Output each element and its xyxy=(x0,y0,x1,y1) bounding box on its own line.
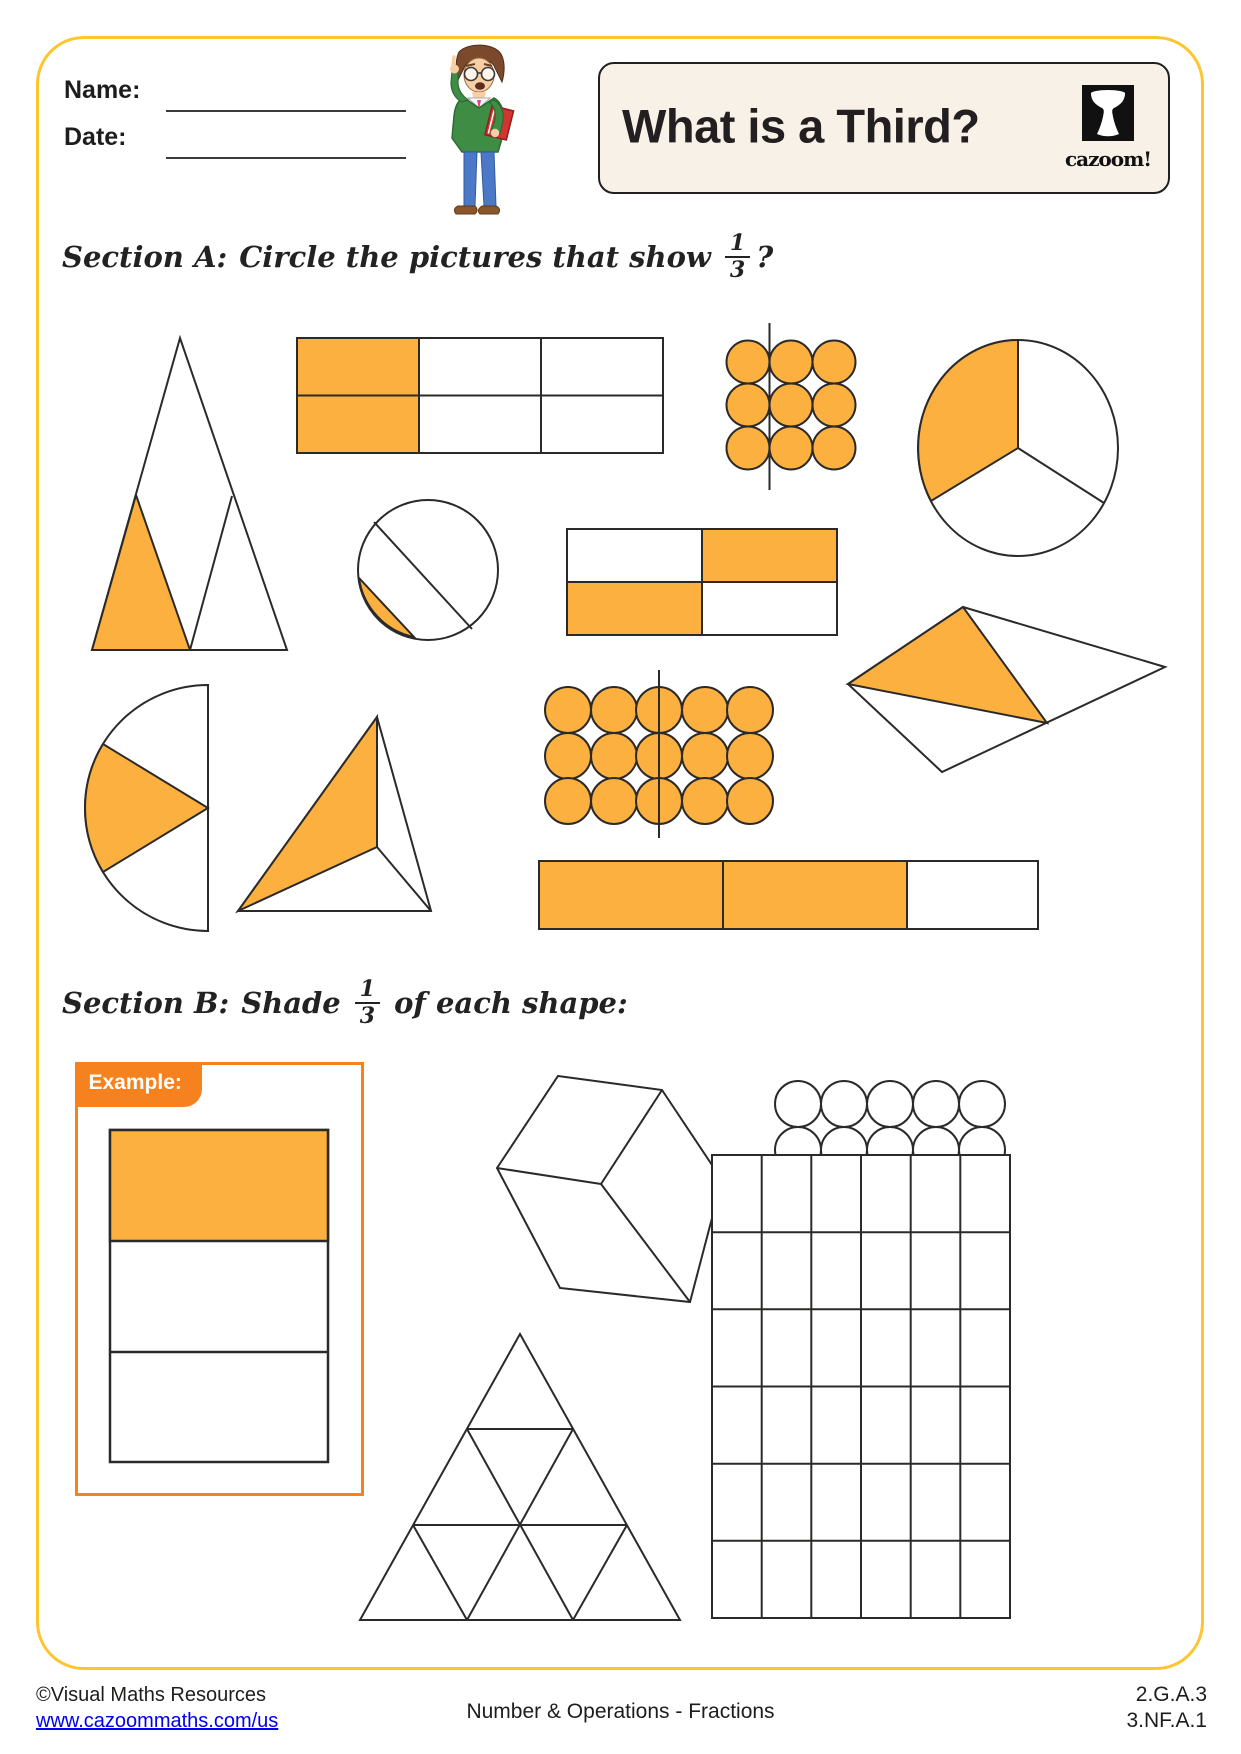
picture-pie-thirds[interactable] xyxy=(918,340,1118,556)
drum-icon xyxy=(1082,85,1134,141)
section-b-instruction-before: Shade xyxy=(241,986,341,1021)
picture-grid-2x3[interactable] xyxy=(297,338,663,453)
cazoom-link[interactable]: www.cazoommaths.com/us xyxy=(36,1710,279,1732)
section-a-heading xyxy=(62,232,773,282)
date-input-line[interactable] xyxy=(166,157,406,159)
logo-text: cazoom! xyxy=(1064,147,1152,171)
name-label: Name: xyxy=(64,76,141,104)
teacher-illustration xyxy=(418,40,538,240)
section-b-heading xyxy=(62,978,628,1028)
name-input-line[interactable] xyxy=(166,110,406,112)
standard-code: 3.NF.A.1 xyxy=(1126,1709,1207,1732)
example-tab: Example: xyxy=(75,1062,202,1107)
footer-category: Number & Operations - Fractions xyxy=(466,1700,775,1723)
copyright-text: ©Visual Maths Resources xyxy=(36,1684,267,1706)
section-b-label: Section B: xyxy=(62,986,230,1021)
date-label: Date: xyxy=(64,123,127,151)
section-b-instruction-after: of each shape: xyxy=(394,986,628,1021)
picture-chord-circle[interactable] xyxy=(358,500,498,640)
picture-bar-3[interactable] xyxy=(539,861,1038,929)
footer-standards xyxy=(1126,1682,1207,1734)
picture-circles-3x3[interactable] xyxy=(727,323,856,490)
standard-code: 2.G.A.3 xyxy=(1135,1683,1207,1706)
section-a-suffix: ? xyxy=(756,240,774,275)
picture-circles-5x3[interactable] xyxy=(545,670,773,838)
title-box xyxy=(598,62,1170,194)
picture-grid-2x2[interactable] xyxy=(567,529,837,635)
example-box xyxy=(75,1062,364,1496)
page-title: What is a Third? xyxy=(622,99,980,153)
fraction-one-third: $\frac{1}{3}$ xyxy=(725,232,750,282)
fraction-one-third: $\frac{1}{3}$ xyxy=(355,978,380,1028)
section-a-label: Section A: xyxy=(62,240,228,275)
shape-square-grid-6x6[interactable] xyxy=(712,1155,1010,1618)
section-a-instruction: Circle the pictures that show xyxy=(239,240,711,275)
cazoom-logo xyxy=(1062,85,1154,171)
